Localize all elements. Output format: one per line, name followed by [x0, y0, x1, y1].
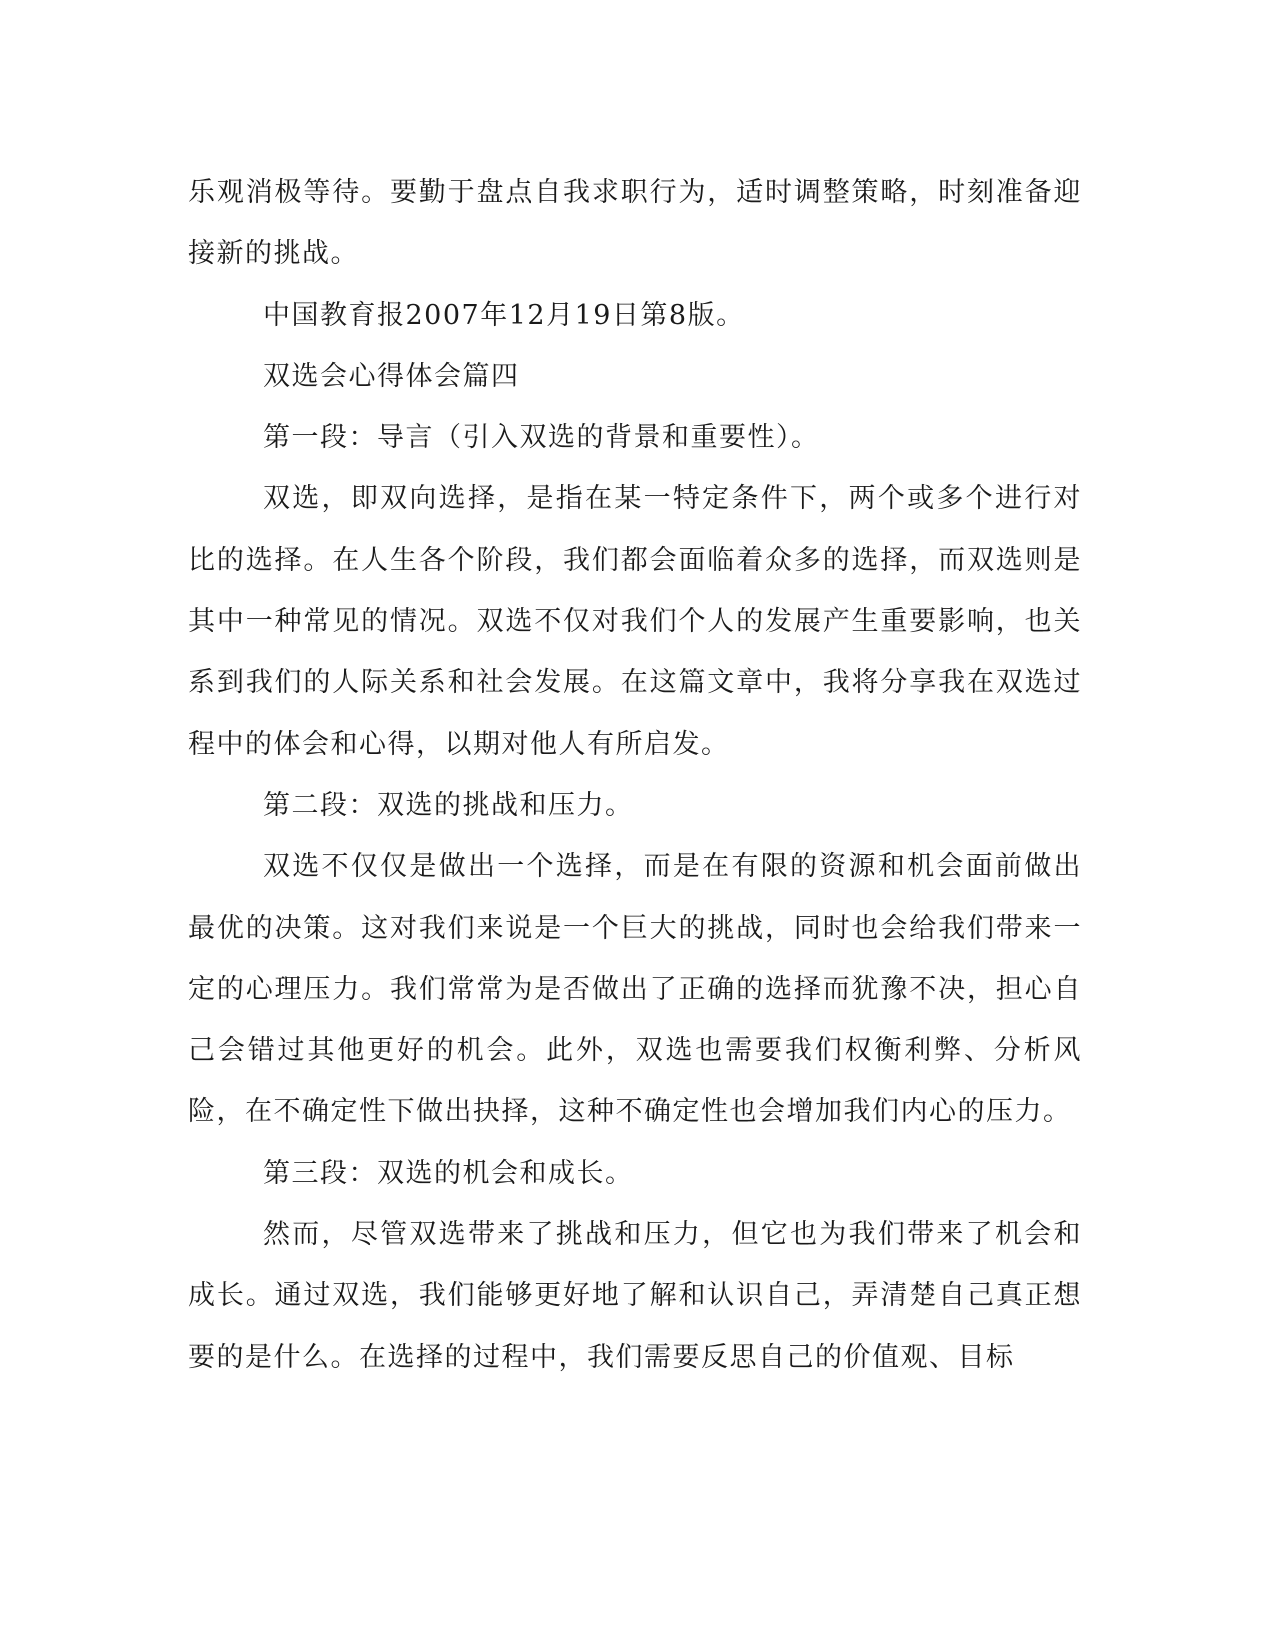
- paragraph-2: 双选不仅仅是做出一个选择，而是在有限的资源和机会面前做出最优的决策。这对我们来说是一个巨大的挑战，同时也会给我们带来一定的心理压力。我们常常为是否做出了正确的选择而犹豫不决，担心自己会错过其他更好的机会。此外，双选也需要我们权衡利弊、分析风险，在不确定性下做出抉择，这种不确定性也会增加我们内心的压力。: [188, 851, 1082, 1128]
- section-heading-1: 第一段：导言（引入双选的背景和重要性）。: [263, 422, 820, 454]
- paragraph-3: 然而，尽管双选带来了挑战和压力，但它也为我们带来了机会和成长。通过双选，我们能够更好地了解和认识自己，弄清楚自己真正想要的是什么。在选择的过程中，我们需要反思自己的价值观、目标: [188, 1219, 1082, 1373]
- paragraph-continuation: 乐观消极等待。要勤于盘点自我求职行为，适时调整策略，时刻准备迎接新的挑战。: [188, 177, 1082, 270]
- section-heading-2: 第二段：双选的挑战和压力。: [263, 789, 634, 821]
- source-citation: 中国教育报2007年12月19日第8版。: [263, 299, 745, 331]
- section-heading-3: 第三段：双选的机会和成长。: [263, 1157, 634, 1189]
- article-title: 双选会心得体会篇四: [263, 360, 520, 392]
- paragraph-1: 双选，即双向选择，是指在某一特定条件下，两个或多个进行对比的选择。在人生各个阶段，我们都会面临着众多的选择，而双选则是其中一种常见的情况。双选不仅对我们个人的发展产生重要影响，也关系到我们的人际关系和社会发展。在这篇文章中，我将分享我在双选过程中的体会和心得，以期对他人有所启发。: [188, 483, 1082, 760]
- document-body: [188, 162, 1082, 1388]
